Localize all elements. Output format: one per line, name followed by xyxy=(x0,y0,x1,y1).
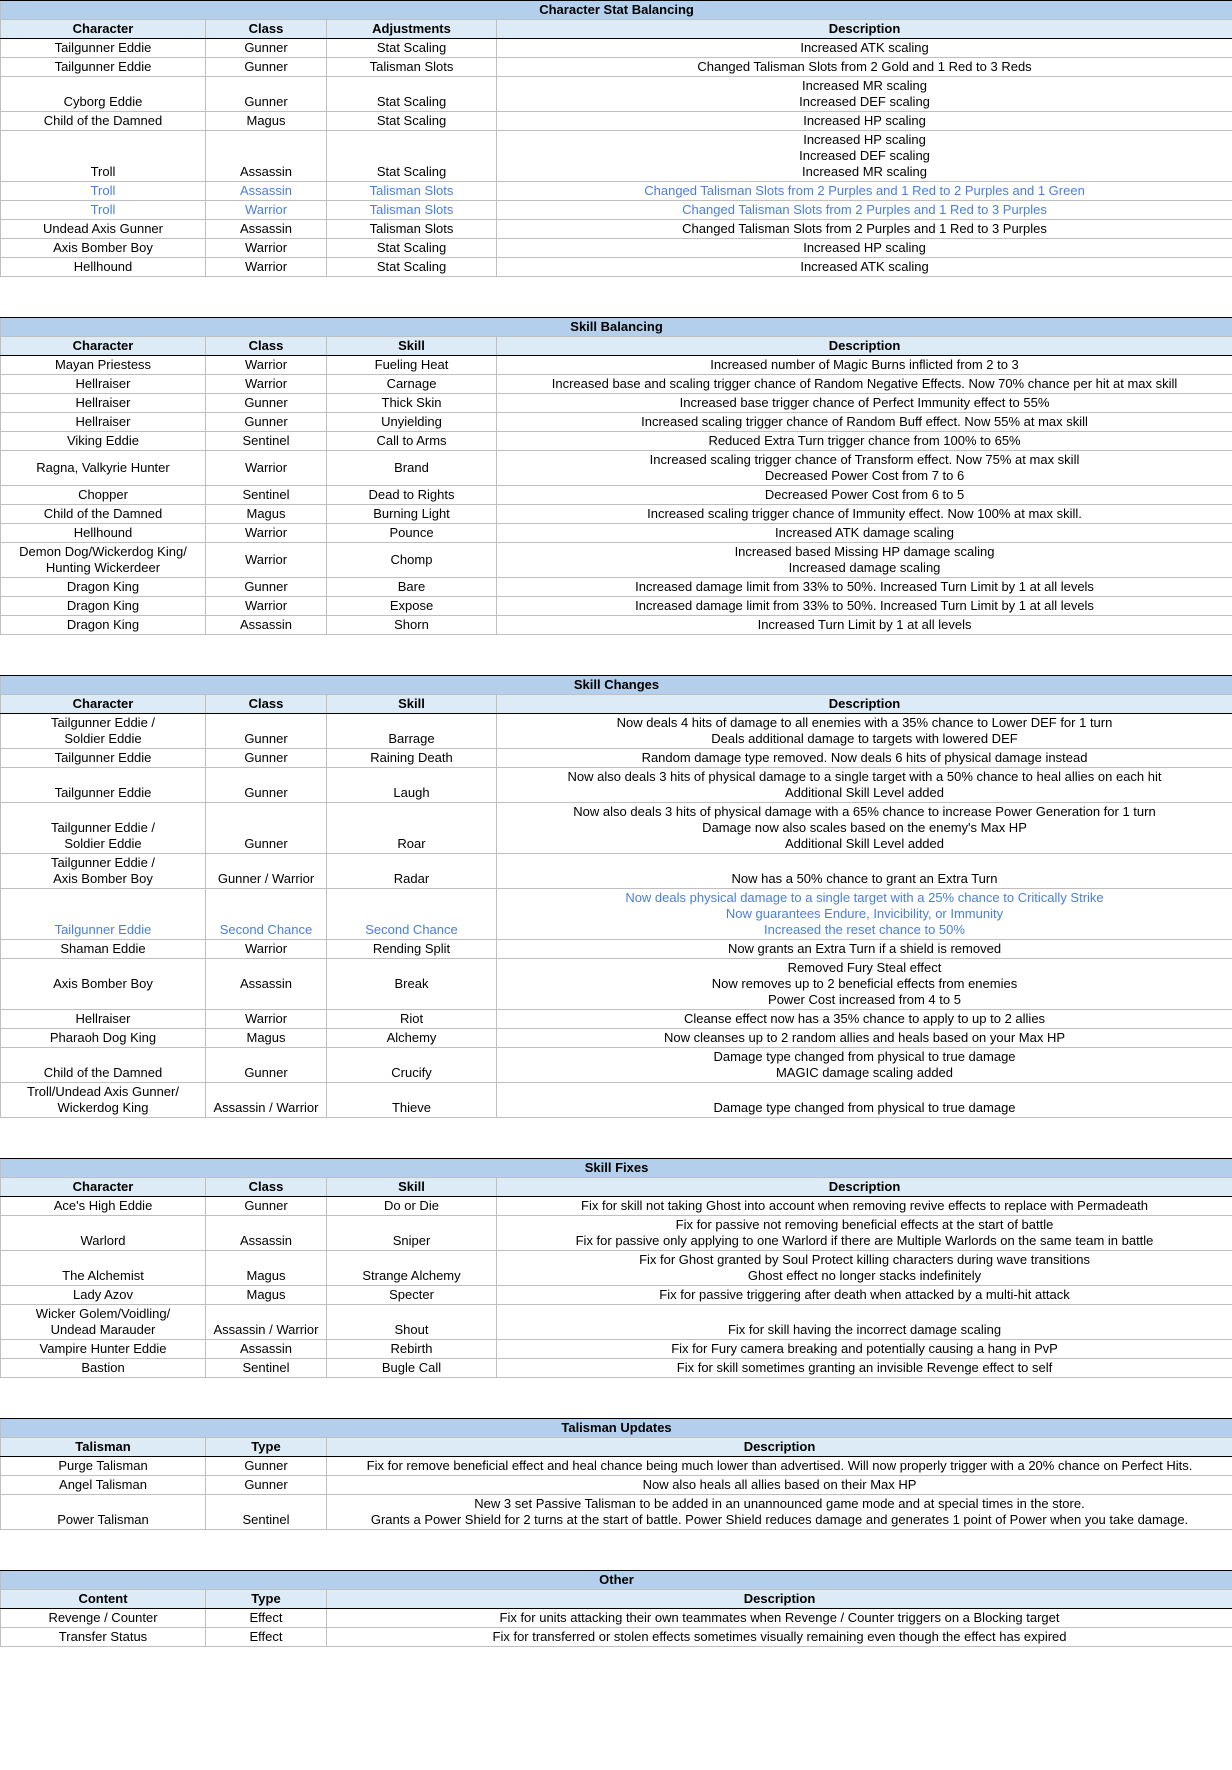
table-row xyxy=(1,889,1232,940)
table-cell: Troll xyxy=(1,182,206,201)
table-cell: Changed Talisman Slots from 2 Purples and 1 Red to 2 Purples and 1 Green xyxy=(497,182,1232,201)
table-row xyxy=(1,1305,1232,1340)
table-cell: Sentinel xyxy=(206,486,327,505)
table-cell: Burning Light xyxy=(327,505,497,524)
table-row xyxy=(1,486,1232,505)
table-cell: Crucify xyxy=(327,1048,497,1083)
column-header: Description xyxy=(497,337,1232,356)
table-cell: Viking Eddie xyxy=(1,432,206,451)
table-cell: Undead Axis Gunner xyxy=(1,220,206,239)
section-title: Skill Fixes xyxy=(1,1159,1232,1178)
table-row xyxy=(1,940,1232,959)
table-cell: Decreased Power Cost from 6 to 5 xyxy=(497,486,1232,505)
table-cell: Tailgunner Eddie xyxy=(1,39,206,58)
table-cell: Transfer Status xyxy=(1,1628,206,1647)
table-row xyxy=(1,714,1232,749)
table-cell: Tailgunner Eddie / Soldier Eddie xyxy=(1,714,206,749)
section-table-5 xyxy=(0,1570,1232,1647)
table-cell: Increased base trigger chance of Perfect Immunity effect to 55% xyxy=(497,394,1232,413)
table-cell: Magus xyxy=(206,1029,327,1048)
table-cell: Increased damage limit from 33% to 50%. Increased Turn Limit by 1 at all levels xyxy=(497,597,1232,616)
table-cell: Gunner xyxy=(206,39,327,58)
table-cell: Assassin / Warrior xyxy=(206,1083,327,1118)
table-cell: Gunner xyxy=(206,413,327,432)
column-header: Skill xyxy=(327,1178,497,1197)
table-cell: Dead to Rights xyxy=(327,486,497,505)
table-cell: Cyborg Eddie xyxy=(1,77,206,112)
column-header: Talisman xyxy=(1,1438,206,1457)
table-cell: Gunner xyxy=(206,1197,327,1216)
table-cell: Assassin xyxy=(206,131,327,182)
table-cell: Hellhound xyxy=(1,524,206,543)
table-cell: Gunner / Warrior xyxy=(206,854,327,889)
table-cell: Hellraiser xyxy=(1,394,206,413)
column-header: Class xyxy=(206,20,327,39)
table-cell: Axis Bomber Boy xyxy=(1,959,206,1010)
table-cell: Increased ATK damage scaling xyxy=(497,524,1232,543)
table-cell: Shorn xyxy=(327,616,497,635)
table-cell: Unyielding xyxy=(327,413,497,432)
table-cell: Magus xyxy=(206,505,327,524)
table-cell: Vampire Hunter Eddie xyxy=(1,1340,206,1359)
section-table-2 xyxy=(0,675,1232,1118)
column-header: Character xyxy=(1,1178,206,1197)
table-cell: Increased HP scaling xyxy=(497,112,1232,131)
table-row xyxy=(1,1359,1232,1378)
table-cell: Warrior xyxy=(206,375,327,394)
table-cell: Strange Alchemy xyxy=(327,1251,497,1286)
table-cell: Shaman Eddie xyxy=(1,940,206,959)
table-row xyxy=(1,58,1232,77)
table-row xyxy=(1,182,1232,201)
table-cell: Increased ATK scaling xyxy=(497,258,1232,277)
section-table-0 xyxy=(0,0,1232,277)
table-cell: Talisman Slots xyxy=(327,201,497,220)
table-cell: Effect xyxy=(206,1609,327,1628)
table-cell: Stat Scaling xyxy=(327,39,497,58)
table-cell: Specter xyxy=(327,1286,497,1305)
table-cell: Damage type changed from physical to true damage MAGIC damage scaling added xyxy=(497,1048,1232,1083)
table-row xyxy=(1,1029,1232,1048)
table-cell: Warrior xyxy=(206,940,327,959)
table-cell: Sentinel xyxy=(206,1495,327,1530)
table-row xyxy=(1,1216,1232,1251)
table-cell: Carnage xyxy=(327,375,497,394)
table-cell: Child of the Damned xyxy=(1,1048,206,1083)
table-cell: Fix for Ghost granted by Soul Protect killing characters during wave transitions Ghost effect no longer stacks indefinitely xyxy=(497,1251,1232,1286)
table-cell: The Alchemist xyxy=(1,1251,206,1286)
column-header: Content xyxy=(1,1590,206,1609)
table-cell: Gunner xyxy=(206,749,327,768)
table-cell: Now also deals 3 hits of physical damage to a single target with a 50% chance to heal allies on each hit Additional Skill Level added xyxy=(497,768,1232,803)
column-header: Type xyxy=(206,1438,327,1457)
table-cell: Hellhound xyxy=(1,258,206,277)
column-header: Class xyxy=(206,695,327,714)
table-cell: Bugle Call xyxy=(327,1359,497,1378)
table-cell: Now has a 50% chance to grant an Extra Turn xyxy=(497,854,1232,889)
table-cell: Fix for skill sometimes granting an invisible Revenge effect to self xyxy=(497,1359,1232,1378)
table-row xyxy=(1,451,1232,486)
column-header: Character xyxy=(1,20,206,39)
table-row xyxy=(1,1197,1232,1216)
table-cell: Warrior xyxy=(206,239,327,258)
section-table-3 xyxy=(0,1158,1232,1378)
table-cell: Fix for units attacking their own teammates when Revenge / Counter triggers on a Blocking target xyxy=(327,1609,1232,1628)
table-cell: Fix for skill having the incorrect damage scaling xyxy=(497,1305,1232,1340)
table-row xyxy=(1,394,1232,413)
table-cell: Gunner xyxy=(206,803,327,854)
table-cell: Alchemy xyxy=(327,1029,497,1048)
table-cell: Second Chance xyxy=(206,889,327,940)
table-cell: Revenge / Counter xyxy=(1,1609,206,1628)
table-cell: Stat Scaling xyxy=(327,112,497,131)
table-row xyxy=(1,1286,1232,1305)
table-cell: Expose xyxy=(327,597,497,616)
table-cell: Sniper xyxy=(327,1216,497,1251)
table-cell: Rebirth xyxy=(327,1340,497,1359)
column-header: Skill xyxy=(327,337,497,356)
table-row xyxy=(1,749,1232,768)
table-cell: Increased based Missing HP damage scaling Increased damage scaling xyxy=(497,543,1232,578)
table-cell: Brand xyxy=(327,451,497,486)
table-cell: Warrior xyxy=(206,451,327,486)
table-cell: Fix for transferred or stolen effects sometimes visually remaining even though the effect has expired xyxy=(327,1628,1232,1647)
table-row xyxy=(1,543,1232,578)
table-cell: Increased base and scaling trigger chance of Random Negative Effects. Now 70% chance per hit at max skill xyxy=(497,375,1232,394)
table-row xyxy=(1,505,1232,524)
table-cell: Sentinel xyxy=(206,1359,327,1378)
table-cell: Child of the Damned xyxy=(1,112,206,131)
table-cell: Assassin xyxy=(206,616,327,635)
table-cell: Increased scaling trigger chance of Immunity effect. Now 100% at max skill. xyxy=(497,505,1232,524)
table-cell: Increased MR scaling Increased DEF scaling xyxy=(497,77,1232,112)
table-cell: Dragon King xyxy=(1,616,206,635)
table-row xyxy=(1,356,1232,375)
table-cell: Effect xyxy=(206,1628,327,1647)
column-header: Character xyxy=(1,337,206,356)
table-cell: Assassin xyxy=(206,182,327,201)
section-gap xyxy=(0,1378,1232,1418)
table-cell: Warrior xyxy=(206,201,327,220)
table-cell: Axis Bomber Boy xyxy=(1,239,206,258)
column-header: Description xyxy=(497,695,1232,714)
table-cell: Warrior xyxy=(206,597,327,616)
column-header: Class xyxy=(206,337,327,356)
table-cell: Shout xyxy=(327,1305,497,1340)
column-header: Description xyxy=(327,1438,1232,1457)
column-header: Type xyxy=(206,1590,327,1609)
table-cell: Ace's High Eddie xyxy=(1,1197,206,1216)
table-cell: Assassin xyxy=(206,1216,327,1251)
table-cell: Assassin xyxy=(206,959,327,1010)
table-cell: Laugh xyxy=(327,768,497,803)
table-row xyxy=(1,1628,1232,1647)
table-cell: Call to Arms xyxy=(327,432,497,451)
table-cell: Second Chance xyxy=(327,889,497,940)
table-row xyxy=(1,239,1232,258)
column-header: Adjustments xyxy=(327,20,497,39)
table-cell: Gunner xyxy=(206,578,327,597)
column-header: Description xyxy=(497,1178,1232,1197)
table-cell: Now deals physical damage to a single target with a 25% chance to Critically Strike Now guarantees Endure, Invicibility, or Immunity Increased the reset chance to 50% xyxy=(497,889,1232,940)
table-cell: Assassin xyxy=(206,220,327,239)
table-row xyxy=(1,1495,1232,1530)
table-cell: New 3 set Passive Talisman to be added in an unannounced game mode and at special times in the store. Grants a Power Shield for 2 turns at the start of battle. Power Shield reduces damage and generates 1 point of Power when you take damage. xyxy=(327,1495,1232,1530)
table-cell: Increased number of Magic Burns inflicted from 2 to 3 xyxy=(497,356,1232,375)
section-gap xyxy=(0,1530,1232,1570)
table-row xyxy=(1,1083,1232,1118)
table-row xyxy=(1,1010,1232,1029)
table-cell: Tailgunner Eddie xyxy=(1,889,206,940)
table-cell: Thick Skin xyxy=(327,394,497,413)
column-header: Description xyxy=(497,20,1232,39)
table-cell: Hellraiser xyxy=(1,413,206,432)
table-row xyxy=(1,597,1232,616)
table-cell: Warrior xyxy=(206,543,327,578)
section-gap xyxy=(0,635,1232,675)
table-cell: Changed Talisman Slots from 2 Purples and 1 Red to 3 Purples xyxy=(497,201,1232,220)
table-cell: Warlord xyxy=(1,1216,206,1251)
table-cell: Increased HP scaling xyxy=(497,239,1232,258)
table-cell: Riot xyxy=(327,1010,497,1029)
table-cell: Break xyxy=(327,959,497,1010)
table-row xyxy=(1,768,1232,803)
table-row xyxy=(1,201,1232,220)
table-cell: Stat Scaling xyxy=(327,131,497,182)
column-header: Character xyxy=(1,695,206,714)
table-cell: Barrage xyxy=(327,714,497,749)
table-cell: Child of the Damned xyxy=(1,505,206,524)
table-cell: Talisman Slots xyxy=(327,220,497,239)
table-cell: Increased scaling trigger chance of Random Buff effect. Now 55% at max skill xyxy=(497,413,1232,432)
table-cell: Wicker Golem/Voidling/ Undead Marauder xyxy=(1,1305,206,1340)
table-cell: Power Talisman xyxy=(1,1495,206,1530)
table-row xyxy=(1,258,1232,277)
table-cell: Stat Scaling xyxy=(327,239,497,258)
table-cell: Increased ATK scaling xyxy=(497,39,1232,58)
table-row xyxy=(1,39,1232,58)
section-title: Skill Balancing xyxy=(1,318,1232,337)
table-row xyxy=(1,1457,1232,1476)
table-row xyxy=(1,1476,1232,1495)
table-cell: Fueling Heat xyxy=(327,356,497,375)
table-cell: Hellraiser xyxy=(1,375,206,394)
table-cell: Now also deals 3 hits of physical damage with a 65% chance to increase Power Generation for 1 turn Damage now also scales based on the enemy's Max HP Additional Skill Level added xyxy=(497,803,1232,854)
table-cell: Tailgunner Eddie xyxy=(1,768,206,803)
table-cell: Talisman Slots xyxy=(327,58,497,77)
table-cell: Now also heals all allies based on their Max HP xyxy=(327,1476,1232,1495)
table-cell: Removed Fury Steal effect Now removes up to 2 beneficial effects from enemies Power Cost increased from 4 to 5 xyxy=(497,959,1232,1010)
table-cell: Changed Talisman Slots from 2 Gold and 1 Red to 3 Reds xyxy=(497,58,1232,77)
table-cell: Gunner xyxy=(206,1048,327,1083)
section-title: Talisman Updates xyxy=(1,1419,1232,1438)
section-title: Skill Changes xyxy=(1,676,1232,695)
table-row xyxy=(1,112,1232,131)
table-cell: Dragon King xyxy=(1,597,206,616)
table-row xyxy=(1,1048,1232,1083)
table-cell: Tailgunner Eddie / Axis Bomber Boy xyxy=(1,854,206,889)
table-cell: Gunner xyxy=(206,1476,327,1495)
table-cell: Do or Die xyxy=(327,1197,497,1216)
table-cell: Pharaoh Dog King xyxy=(1,1029,206,1048)
table-cell: Thieve xyxy=(327,1083,497,1118)
table-cell: Warrior xyxy=(206,258,327,277)
table-cell: Cleanse effect now has a 35% chance to apply to up to 2 allies xyxy=(497,1010,1232,1029)
table-cell: Talisman Slots xyxy=(327,182,497,201)
table-cell: Assassin / Warrior xyxy=(206,1305,327,1340)
table-cell: Increased damage limit from 33% to 50%. Increased Turn Limit by 1 at all levels xyxy=(497,578,1232,597)
table-cell: Damage type changed from physical to true damage xyxy=(497,1083,1232,1118)
column-header: Description xyxy=(327,1590,1232,1609)
table-cell: Gunner xyxy=(206,1457,327,1476)
table-row xyxy=(1,413,1232,432)
table-row xyxy=(1,854,1232,889)
table-cell: Magus xyxy=(206,112,327,131)
table-cell: Fix for passive not removing beneficial effects at the start of battle Fix for passive only applying to one Warlord if there are Multiple Warlords on the same team in battle xyxy=(497,1216,1232,1251)
section-table-1 xyxy=(0,317,1232,635)
table-cell: Troll/Undead Axis Gunner/ Wickerdog King xyxy=(1,1083,206,1118)
table-row xyxy=(1,432,1232,451)
table-row xyxy=(1,77,1232,112)
table-cell: Ragna, Valkyrie Hunter xyxy=(1,451,206,486)
table-cell: Radar xyxy=(327,854,497,889)
table-cell: Pounce xyxy=(327,524,497,543)
table-cell: Gunner xyxy=(206,58,327,77)
table-cell: Magus xyxy=(206,1286,327,1305)
table-cell: Increased scaling trigger chance of Transform effect. Now 75% at max skill Decreased Power Cost from 7 to 6 xyxy=(497,451,1232,486)
section-gap xyxy=(0,1118,1232,1158)
table-cell: Gunner xyxy=(206,768,327,803)
table-row xyxy=(1,578,1232,597)
table-cell: Raining Death xyxy=(327,749,497,768)
table-cell: Stat Scaling xyxy=(327,77,497,112)
section-title: Character Stat Balancing xyxy=(1,1,1232,20)
table-cell: Tailgunner Eddie xyxy=(1,749,206,768)
section-title: Other xyxy=(1,1571,1232,1590)
table-row xyxy=(1,1251,1232,1286)
table-row xyxy=(1,616,1232,635)
table-cell: Dragon King xyxy=(1,578,206,597)
table-cell: Fix for skill not taking Ghost into account when removing revive effects to replace with Permadeath xyxy=(497,1197,1232,1216)
table-row xyxy=(1,524,1232,543)
section-gap xyxy=(0,277,1232,317)
table-row xyxy=(1,1609,1232,1628)
table-cell: Lady Azov xyxy=(1,1286,206,1305)
table-cell: Sentinel xyxy=(206,432,327,451)
table-cell: Warrior xyxy=(206,1010,327,1029)
table-cell: Tailgunner Eddie / Soldier Eddie xyxy=(1,803,206,854)
table-cell: Purge Talisman xyxy=(1,1457,206,1476)
table-cell: Warrior xyxy=(206,356,327,375)
table-cell: Random damage type removed. Now deals 6 hits of physical damage instead xyxy=(497,749,1232,768)
table-cell: Fix for passive triggering after death when attacked by a multi-hit attack xyxy=(497,1286,1232,1305)
column-header: Skill xyxy=(327,695,497,714)
table-cell: Assassin xyxy=(206,1340,327,1359)
table-cell: Roar xyxy=(327,803,497,854)
table-cell: Warrior xyxy=(206,524,327,543)
table-row xyxy=(1,131,1232,182)
table-cell: Now grants an Extra Turn if a shield is removed xyxy=(497,940,1232,959)
table-cell: Troll xyxy=(1,201,206,220)
table-cell: Troll xyxy=(1,131,206,182)
table-row xyxy=(1,959,1232,1010)
table-cell: Chopper xyxy=(1,486,206,505)
table-cell: Tailgunner Eddie xyxy=(1,58,206,77)
table-row xyxy=(1,220,1232,239)
section-table-4 xyxy=(0,1418,1232,1530)
table-row xyxy=(1,803,1232,854)
table-cell: Now deals 4 hits of damage to all enemies with a 35% chance to Lower DEF for 1 turn Deals additional damage to targets with lowered DEF xyxy=(497,714,1232,749)
table-cell: Reduced Extra Turn trigger chance from 100% to 65% xyxy=(497,432,1232,451)
table-cell: Increased Turn Limit by 1 at all levels xyxy=(497,616,1232,635)
table-cell: Fix for Fury camera breaking and potentially causing a hang in PvP xyxy=(497,1340,1232,1359)
table-cell: Stat Scaling xyxy=(327,258,497,277)
table-cell: Gunner xyxy=(206,714,327,749)
column-header: Class xyxy=(206,1178,327,1197)
table-cell: Chomp xyxy=(327,543,497,578)
table-row xyxy=(1,1340,1232,1359)
table-cell: Fix for remove beneficial effect and heal chance being much lower than advertised. Will now properly trigger with a 20% chance on Perfect Hits. xyxy=(327,1457,1232,1476)
table-cell: Changed Talisman Slots from 2 Purples and 1 Red to 3 Purples xyxy=(497,220,1232,239)
table-cell: Increased HP scaling Increased DEF scaling Increased MR scaling xyxy=(497,131,1232,182)
table-cell: Magus xyxy=(206,1251,327,1286)
table-cell: Bare xyxy=(327,578,497,597)
table-cell: Gunner xyxy=(206,394,327,413)
table-cell: Demon Dog/Wickerdog King/ Hunting Wickerdeer xyxy=(1,543,206,578)
table-cell: Mayan Priestess xyxy=(1,356,206,375)
table-cell: Gunner xyxy=(206,77,327,112)
table-cell: Now cleanses up to 2 random allies and heals based on your Max HP xyxy=(497,1029,1232,1048)
table-cell: Bastion xyxy=(1,1359,206,1378)
table-cell: Angel Talisman xyxy=(1,1476,206,1495)
table-cell: Hellraiser xyxy=(1,1010,206,1029)
table-cell: Rending Split xyxy=(327,940,497,959)
table-row xyxy=(1,375,1232,394)
